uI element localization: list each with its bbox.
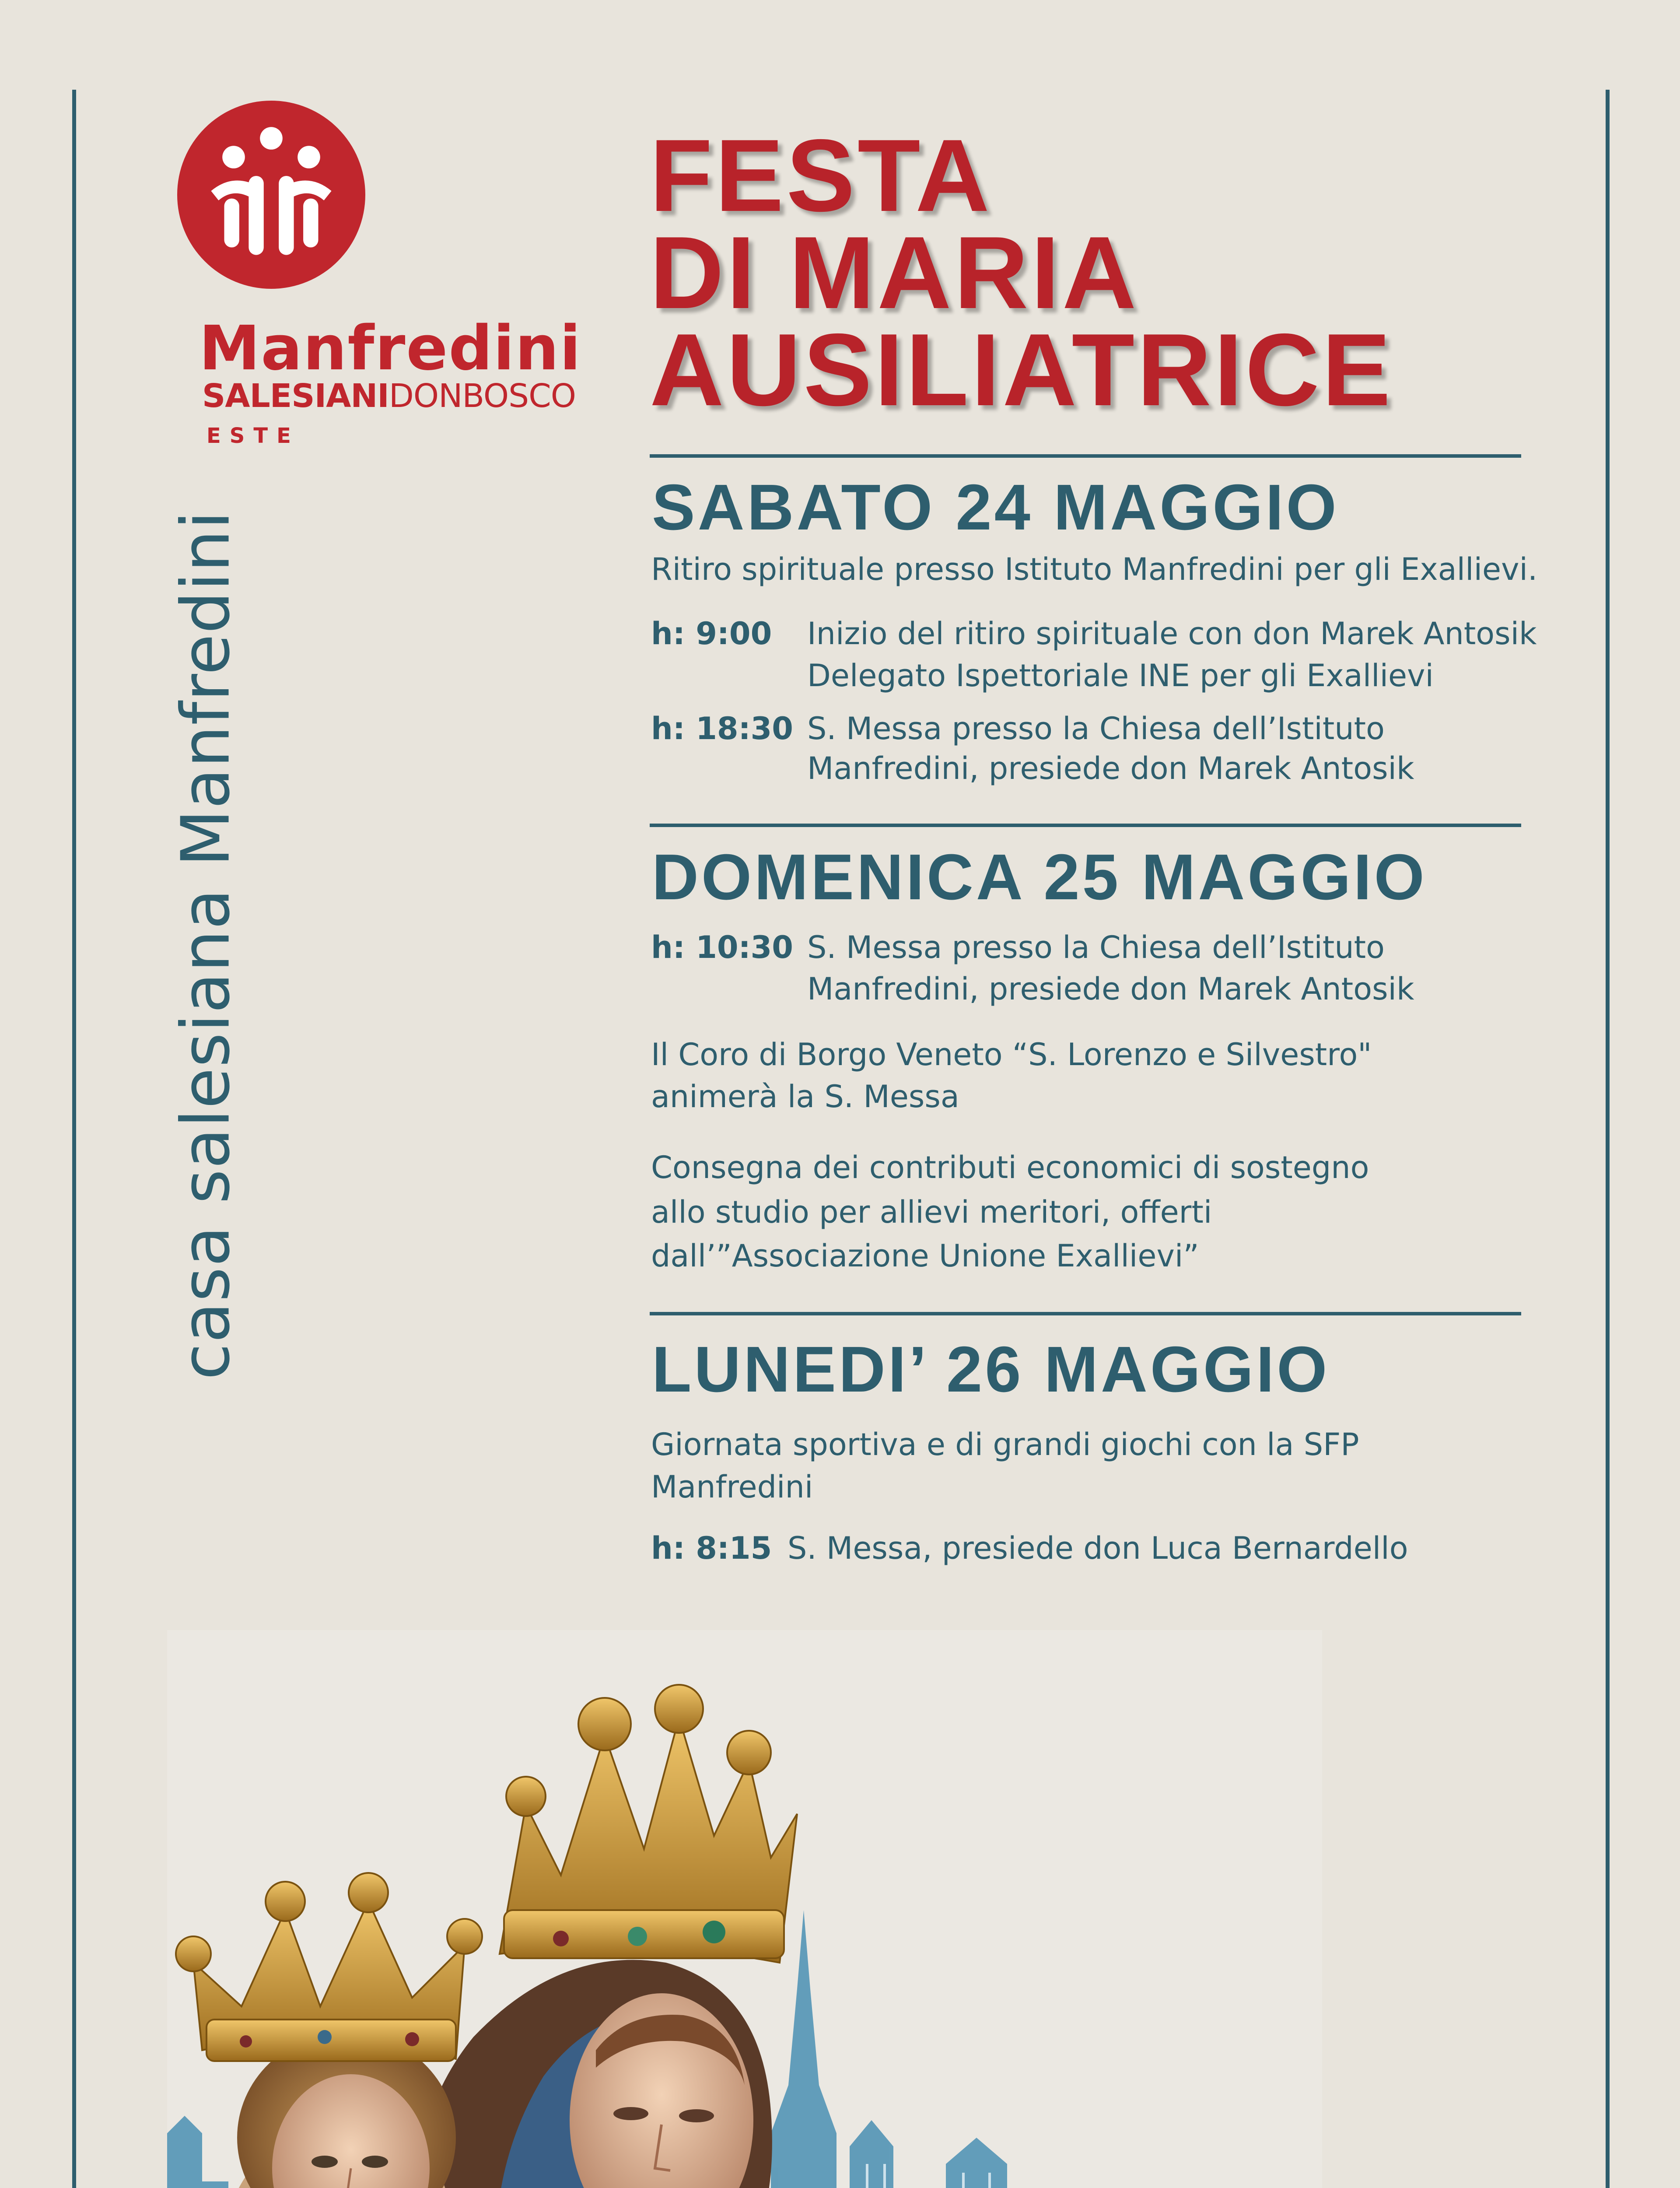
right-frame-line — [1606, 90, 1610, 2188]
title-line-2: DI MARIA — [650, 215, 1139, 330]
event-description: Delegato Ispettoriale INE per gli Exallievi — [807, 658, 1434, 694]
event-description: S. Messa presso la Chiesa dell’Istituto — [807, 711, 1385, 747]
event-description: Manfredini, presiede don Marek Antosik — [807, 750, 1414, 786]
divider — [650, 1312, 1521, 1315]
event-description: Inizio del ritiro spirituale con don Marek Antosik — [807, 616, 1537, 652]
vertical-caption: casa salesiana Manfredini — [167, 510, 245, 1380]
page-title — [650, 118, 1595, 427]
event-description: Manfredini, presiede don Marek Antosik — [807, 971, 1414, 1007]
title-line-1: FESTA — [650, 118, 992, 233]
divider — [650, 824, 1521, 827]
day-intro: Manfredini — [651, 1469, 813, 1505]
event-description: S. Messa, presiede don Luca Bernardello — [788, 1530, 1408, 1566]
logo-subtitle-light: DONBOSCO — [388, 377, 576, 415]
day-title-sunday: DOMENICA 25 MAGGIO — [652, 841, 1427, 913]
event-description: S. Messa presso la Chiesa dell’Istituto — [807, 929, 1385, 965]
note-text: allo studio per allievi meritori, offerti — [651, 1194, 1212, 1230]
day-title-saturday: SABATO 24 MAGGIO — [652, 471, 1339, 543]
day-title-monday: LUNEDI’ 26 MAGGIO — [652, 1333, 1330, 1406]
note-text: Consegna dei contributi economici di sostegno — [651, 1150, 1369, 1185]
note-text: animerà la S. Messa — [651, 1079, 959, 1115]
logo-city: ESTE — [206, 424, 300, 448]
title-line-3: AUSILIATRICE — [650, 312, 1393, 427]
day-intro: Giornata sportiva e di grandi giochi con la SFP — [651, 1427, 1359, 1462]
left-frame-line — [72, 90, 76, 2188]
logo-subtitle-bold: SALESIANI — [202, 377, 389, 415]
note-text: dall’”Associazione Unione Exallievi” — [651, 1238, 1199, 1274]
madonna-illustration — [167, 1630, 1322, 2188]
logo-subtitle — [202, 377, 576, 415]
event-time: h: 9:00 — [651, 616, 772, 652]
event-time: h: 18:30 — [651, 711, 794, 747]
event-time: h: 8:15 — [651, 1530, 772, 1566]
day-intro: Ritiro spirituale presso Istituto Manfredini per gli Exallievi. — [651, 551, 1538, 587]
logo — [171, 101, 591, 448]
note-text: Il Coro di Borgo Veneto “S. Lorenzo e Silvestro" — [651, 1037, 1372, 1073]
divider — [650, 454, 1521, 458]
event-time: h: 10:30 — [651, 929, 794, 965]
salesiani-logo-icon — [177, 101, 365, 289]
madonna-image — [167, 1630, 1322, 2188]
logo-name: Manfredini — [199, 313, 582, 384]
